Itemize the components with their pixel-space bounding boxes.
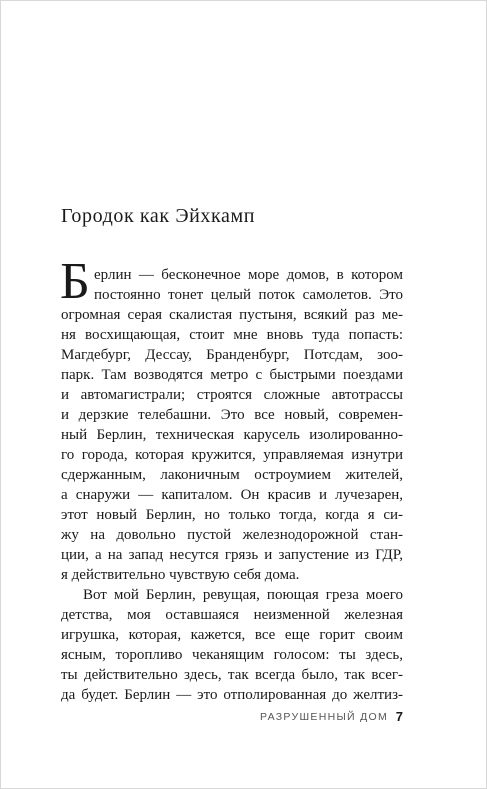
- drop-cap: Б: [60, 253, 90, 310]
- body-line: а снаружи — капиталом. Он красив и лучезарен,: [61, 487, 403, 503]
- body-line: Вот мой Берлин, ревущая, поющая греза моего: [83, 587, 403, 603]
- body-line: Магдебург, Дессау, Бранденбург, Потсдам, зоо-: [61, 347, 403, 363]
- body-line: ты действительно здесь, так всегда было, так всег-: [61, 667, 403, 683]
- body-line: и дерзкие телебашни. Это все новый, современ-: [61, 407, 403, 423]
- body-line: жу на довольно пустой железнодорожной стан-: [61, 527, 403, 543]
- body-line-last: я действительно чувствую себя дома.: [61, 567, 300, 583]
- running-footer: [260, 708, 403, 726]
- body-line: постоянно тонет целый поток самолетов. Это: [94, 287, 403, 303]
- running-title: РАЗРУШЕННЫЙ ДОМ: [260, 711, 389, 723]
- page-number: 7: [395, 709, 403, 724]
- body-line: ясным, торопливо чеканящим голосом: ты здесь,: [61, 647, 403, 663]
- body-line: ня восхищающая, стоит мне вновь туда попасть:: [61, 327, 403, 343]
- body-line: ерлин — бесконечное море домов, в котором: [94, 267, 403, 283]
- body-line: этот новый Берлин, но только тогда, когда я си-: [61, 507, 403, 523]
- body-line: ции, а на запад несутся грязь и запустение из ГДР,: [61, 547, 403, 563]
- body-line: да будет. Берлин — это отполированная до желтиз-: [61, 687, 403, 703]
- body-line: игрушка, которая, кажется, все еще горит своим: [61, 627, 403, 643]
- body-line: огромная серая скалистая пустыня, всякий раз ме-: [61, 307, 403, 323]
- body-line: ный Берлин, техническая карусель изолированно-: [61, 427, 403, 443]
- body-line: сдержанным, лаконичным остроумием жителей,: [61, 467, 403, 483]
- body-line: детства, моя оставшаяся неизменной железная: [61, 607, 403, 623]
- body-line: и автомагистрали; строятся сложные автотрассы: [61, 387, 403, 403]
- chapter-title: Городок как Эйхкамп: [61, 205, 256, 227]
- body-line: парк. Там возводятся метро с быстрыми поездами: [61, 367, 403, 383]
- body-line: го города, которая кружится, управляемая изнутри: [61, 447, 403, 463]
